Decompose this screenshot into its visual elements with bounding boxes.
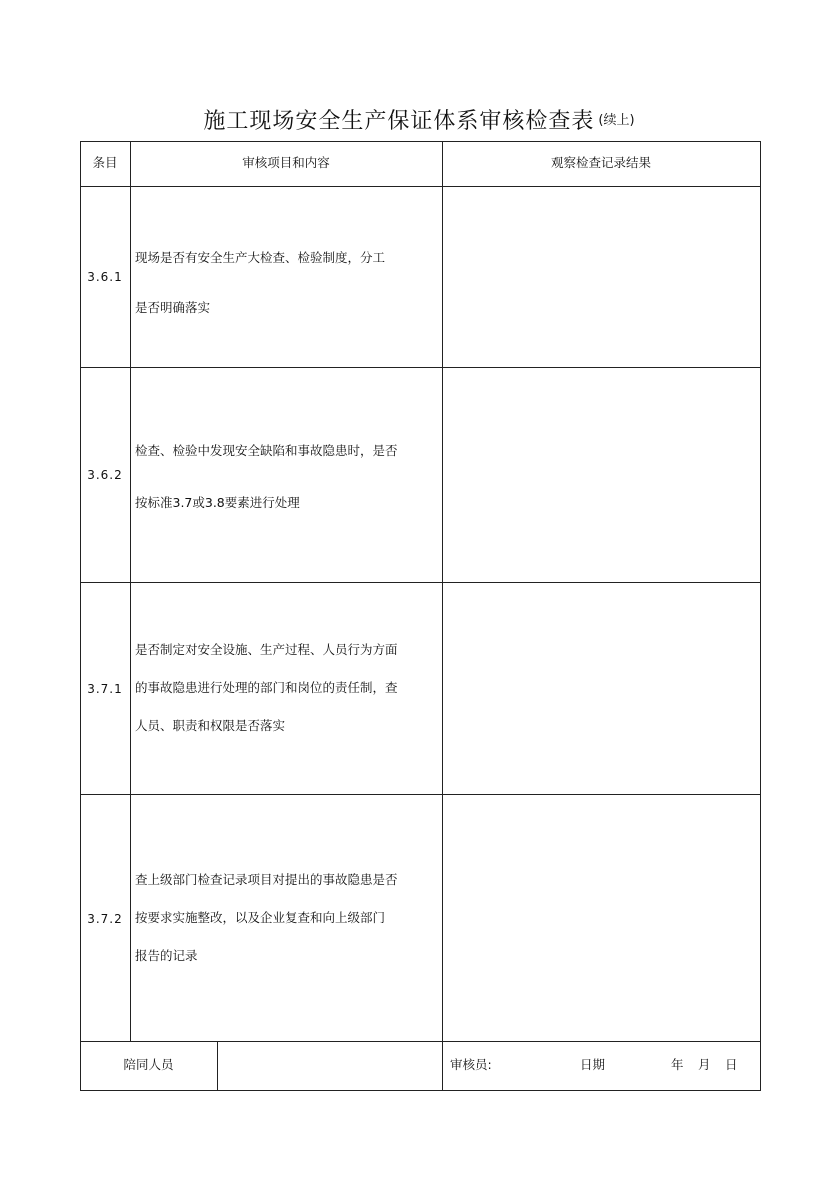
content-column-divider bbox=[442, 141, 443, 1091]
content-line: 人员、职责和权限是否落实 bbox=[135, 718, 286, 733]
title-suffix: (续上) bbox=[598, 113, 635, 128]
item-content bbox=[132, 861, 440, 975]
header-item: 条目 bbox=[92, 155, 118, 170]
content-line: 现场是否有安全生产大检查、检验制度，分工 bbox=[135, 250, 386, 265]
item-content bbox=[132, 631, 440, 745]
header-divider bbox=[80, 186, 761, 187]
header-content: 审核项目和内容 bbox=[242, 155, 330, 170]
item-code: 3.6.1 bbox=[87, 270, 123, 284]
day-label: 日 bbox=[725, 1057, 738, 1072]
audit-table bbox=[80, 141, 761, 1091]
row-divider bbox=[80, 794, 761, 795]
content-line: 是否制定对安全设施、生产过程、人员行为方面 bbox=[135, 642, 398, 657]
document-title bbox=[0, 104, 838, 135]
item-code: 3.7.2 bbox=[87, 912, 123, 926]
date-label: 日期 bbox=[580, 1057, 606, 1072]
header-result: 观察检查记录结果 bbox=[550, 155, 651, 170]
content-line: 按要求实施整改，以及企业复查和向上级部门 bbox=[135, 910, 386, 925]
page-title: 施工现场安全生产保证体系审核检查表 bbox=[203, 109, 595, 134]
table-border-right bbox=[760, 141, 761, 1091]
item-content bbox=[132, 233, 440, 333]
content-line: 报告的记录 bbox=[135, 948, 198, 963]
row-divider bbox=[80, 582, 761, 583]
content-line: 是否明确落实 bbox=[135, 300, 211, 315]
footer-divider-vertical bbox=[217, 1041, 218, 1091]
item-column-divider bbox=[130, 141, 131, 1041]
content-line: 检查、检验中发现安全缺陷和事故隐患时，是否 bbox=[135, 443, 398, 458]
year-label: 年 bbox=[671, 1057, 684, 1072]
item-content bbox=[132, 425, 440, 529]
item-code: 3.6.2 bbox=[87, 468, 123, 482]
content-line: 的事故隐患进行处理的部门和岗位的责任制，查 bbox=[135, 680, 398, 695]
row-divider bbox=[80, 367, 761, 368]
auditor-label: 审核员: bbox=[450, 1057, 492, 1072]
month-label: 月 bbox=[698, 1057, 711, 1072]
content-line: 按标准3.7或3.8要素进行处理 bbox=[135, 495, 300, 510]
accompany-label: 陪同人员 bbox=[123, 1057, 174, 1072]
table-border-bottom bbox=[80, 1090, 761, 1091]
item-code: 3.7.1 bbox=[87, 682, 123, 696]
content-line: 查上级部门检查记录项目对提出的事故隐患是否 bbox=[135, 872, 398, 887]
